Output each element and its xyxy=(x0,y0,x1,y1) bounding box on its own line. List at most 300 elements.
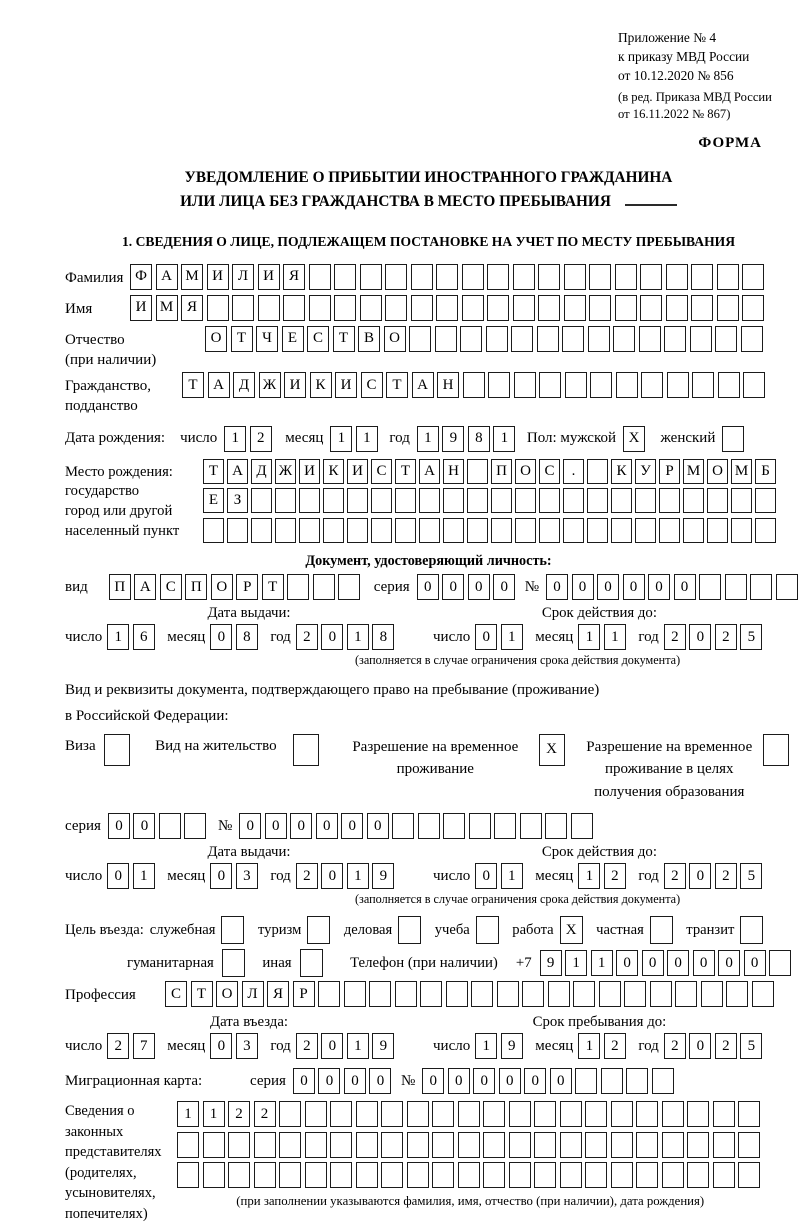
char-box[interactable]: 1 xyxy=(591,950,613,976)
stay-month-boxes[interactable] xyxy=(578,1033,629,1059)
char-box[interactable]: X xyxy=(539,734,565,766)
char-box[interactable] xyxy=(283,295,305,321)
char-box[interactable] xyxy=(701,981,723,1007)
char-box[interactable]: 5 xyxy=(740,624,762,650)
char-box[interactable] xyxy=(309,264,331,290)
doc-kind-boxes[interactable] xyxy=(109,574,364,600)
birth-place-line1-boxes[interactable] xyxy=(203,459,779,484)
char-box[interactable]: Я xyxy=(283,264,305,290)
char-box[interactable] xyxy=(356,1132,378,1158)
char-box[interactable]: 2 xyxy=(604,1033,626,1059)
entry-day-boxes[interactable] xyxy=(107,1033,158,1059)
issue-year-boxes[interactable] xyxy=(296,863,398,889)
char-box[interactable] xyxy=(750,574,772,600)
char-box[interactable]: Т xyxy=(333,326,355,352)
char-box[interactable] xyxy=(560,1162,582,1188)
char-box[interactable]: И xyxy=(284,372,306,398)
char-box[interactable] xyxy=(587,459,608,484)
char-box[interactable]: 1 xyxy=(501,624,523,650)
char-box[interactable] xyxy=(687,1101,709,1127)
char-box[interactable]: С xyxy=(361,372,383,398)
doc-number-boxes[interactable] xyxy=(546,574,801,600)
char-box[interactable] xyxy=(652,1068,674,1094)
char-box[interactable] xyxy=(690,326,712,352)
char-box[interactable]: М xyxy=(683,459,704,484)
char-box[interactable]: Р xyxy=(659,459,680,484)
char-box[interactable] xyxy=(411,264,433,290)
char-box[interactable]: 0 xyxy=(689,1033,711,1059)
char-box[interactable] xyxy=(707,518,728,543)
char-box[interactable]: 0 xyxy=(133,813,155,839)
char-box[interactable] xyxy=(743,372,765,398)
char-box[interactable] xyxy=(514,372,536,398)
char-box[interactable] xyxy=(534,1132,556,1158)
char-box[interactable]: 1 xyxy=(356,426,378,452)
phone-boxes[interactable] xyxy=(540,950,795,976)
char-box[interactable] xyxy=(203,1162,225,1188)
char-box[interactable]: 9 xyxy=(540,950,562,976)
migration-series-boxes[interactable] xyxy=(293,1068,395,1094)
char-box[interactable] xyxy=(564,264,586,290)
char-box[interactable]: Б xyxy=(755,459,776,484)
char-box[interactable]: 2 xyxy=(664,1033,686,1059)
char-box[interactable]: 2 xyxy=(296,624,318,650)
char-box[interactable]: 1 xyxy=(501,863,523,889)
char-box[interactable]: 2 xyxy=(250,426,272,452)
char-box[interactable]: 0 xyxy=(550,1068,572,1094)
char-box[interactable]: 1 xyxy=(493,426,515,452)
char-box[interactable]: Л xyxy=(242,981,264,1007)
char-box[interactable] xyxy=(385,264,407,290)
char-box[interactable] xyxy=(640,295,662,321)
char-box[interactable]: 7 xyxy=(133,1033,155,1059)
char-box[interactable]: 1 xyxy=(604,624,626,650)
char-box[interactable] xyxy=(741,326,763,352)
char-box[interactable] xyxy=(755,518,776,543)
char-box[interactable] xyxy=(563,518,584,543)
char-box[interactable] xyxy=(611,1101,633,1127)
char-box[interactable]: И xyxy=(347,459,368,484)
char-box[interactable]: О xyxy=(384,326,406,352)
char-box[interactable]: 2 xyxy=(715,624,737,650)
char-box[interactable] xyxy=(611,1132,633,1158)
char-box[interactable] xyxy=(334,295,356,321)
char-box[interactable] xyxy=(539,488,560,513)
purpose-tourism-checkbox[interactable] xyxy=(307,916,334,944)
char-box[interactable] xyxy=(639,326,661,352)
char-box[interactable]: 0 xyxy=(623,574,645,600)
char-box[interactable]: 0 xyxy=(597,574,619,600)
char-box[interactable] xyxy=(742,264,764,290)
char-box[interactable] xyxy=(330,1162,352,1188)
char-box[interactable] xyxy=(699,574,721,600)
char-box[interactable]: Р xyxy=(236,574,258,600)
char-box[interactable] xyxy=(254,1162,276,1188)
char-box[interactable] xyxy=(411,295,433,321)
temp-residence-checkbox[interactable] xyxy=(539,734,569,766)
char-box[interactable]: 0 xyxy=(475,624,497,650)
char-box[interactable] xyxy=(534,1162,556,1188)
char-box[interactable] xyxy=(738,1162,760,1188)
char-box[interactable] xyxy=(385,295,407,321)
char-box[interactable]: 3 xyxy=(236,863,258,889)
birth-month-boxes[interactable] xyxy=(330,426,381,452)
char-box[interactable] xyxy=(585,1101,607,1127)
char-box[interactable] xyxy=(509,1132,531,1158)
char-box[interactable] xyxy=(650,981,672,1007)
char-box[interactable] xyxy=(683,518,704,543)
expiry-year-boxes[interactable] xyxy=(664,863,766,889)
birth-day-boxes[interactable] xyxy=(224,426,275,452)
char-box[interactable] xyxy=(476,916,499,944)
char-box[interactable] xyxy=(486,326,508,352)
char-box[interactable] xyxy=(227,518,248,543)
char-box[interactable] xyxy=(318,981,340,1007)
char-box[interactable] xyxy=(731,488,752,513)
char-box[interactable] xyxy=(515,488,536,513)
char-box[interactable] xyxy=(755,488,776,513)
char-box[interactable] xyxy=(443,518,464,543)
char-box[interactable] xyxy=(398,916,421,944)
citizenship-boxes[interactable] xyxy=(182,372,769,398)
char-box[interactable]: 9 xyxy=(372,1033,394,1059)
char-box[interactable] xyxy=(589,264,611,290)
char-box[interactable] xyxy=(488,372,510,398)
char-box[interactable] xyxy=(323,488,344,513)
char-box[interactable] xyxy=(228,1132,250,1158)
char-box[interactable] xyxy=(659,488,680,513)
char-box[interactable] xyxy=(463,372,485,398)
char-box[interactable]: 1 xyxy=(565,950,587,976)
char-box[interactable]: П xyxy=(185,574,207,600)
char-box[interactable] xyxy=(232,295,254,321)
issue-month-boxes[interactable] xyxy=(210,863,261,889)
char-box[interactable] xyxy=(636,1101,658,1127)
char-box[interactable]: П xyxy=(491,459,512,484)
char-box[interactable] xyxy=(662,1101,684,1127)
char-box[interactable]: И xyxy=(258,264,280,290)
char-box[interactable]: 0 xyxy=(616,950,638,976)
char-box[interactable]: 1 xyxy=(224,426,246,452)
char-box[interactable] xyxy=(588,326,610,352)
char-box[interactable]: X xyxy=(560,916,583,944)
char-box[interactable] xyxy=(467,488,488,513)
char-box[interactable] xyxy=(184,813,206,839)
char-box[interactable] xyxy=(613,326,635,352)
char-box[interactable] xyxy=(254,1132,276,1158)
char-box[interactable]: 0 xyxy=(341,813,363,839)
char-box[interactable] xyxy=(381,1132,403,1158)
char-box[interactable] xyxy=(722,426,744,452)
char-box[interactable] xyxy=(307,916,330,944)
char-box[interactable]: Т xyxy=(231,326,253,352)
char-box[interactable]: Ч xyxy=(256,326,278,352)
char-box[interactable] xyxy=(659,518,680,543)
char-box[interactable] xyxy=(587,488,608,513)
char-box[interactable] xyxy=(432,1132,454,1158)
stay-year-boxes[interactable] xyxy=(664,1033,766,1059)
given-name-boxes[interactable] xyxy=(130,295,768,321)
char-box[interactable]: 0 xyxy=(642,950,664,976)
char-box[interactable] xyxy=(407,1101,429,1127)
purpose-transit-checkbox[interactable] xyxy=(740,916,767,944)
char-box[interactable] xyxy=(251,488,272,513)
representatives-line3-boxes[interactable] xyxy=(177,1162,764,1188)
char-box[interactable]: 0 xyxy=(369,1068,391,1094)
char-box[interactable] xyxy=(305,1132,327,1158)
char-box[interactable] xyxy=(279,1101,301,1127)
char-box[interactable]: 2 xyxy=(664,863,686,889)
char-box[interactable] xyxy=(299,488,320,513)
purpose-work-checkbox[interactable] xyxy=(560,916,587,944)
char-box[interactable]: 1 xyxy=(475,1033,497,1059)
expiry-day-boxes[interactable] xyxy=(475,624,526,650)
char-box[interactable]: С xyxy=(539,459,560,484)
char-box[interactable] xyxy=(347,488,368,513)
char-box[interactable] xyxy=(611,518,632,543)
char-box[interactable]: З xyxy=(227,488,248,513)
char-box[interactable] xyxy=(338,574,360,600)
char-box[interactable]: Ж xyxy=(275,459,296,484)
char-box[interactable]: 1 xyxy=(330,426,352,452)
char-box[interactable]: 8 xyxy=(236,624,258,650)
char-box[interactable] xyxy=(585,1162,607,1188)
char-box[interactable] xyxy=(305,1162,327,1188)
char-box[interactable] xyxy=(707,488,728,513)
char-box[interactable] xyxy=(458,1132,480,1158)
char-box[interactable]: К xyxy=(611,459,632,484)
char-box[interactable] xyxy=(432,1101,454,1127)
char-box[interactable] xyxy=(611,1162,633,1188)
char-box[interactable] xyxy=(371,518,392,543)
char-box[interactable]: Т xyxy=(395,459,416,484)
char-box[interactable]: 0 xyxy=(475,863,497,889)
issue-month-boxes[interactable] xyxy=(210,624,261,650)
char-box[interactable] xyxy=(513,295,535,321)
char-box[interactable] xyxy=(667,372,689,398)
char-box[interactable] xyxy=(513,264,535,290)
char-box[interactable] xyxy=(323,518,344,543)
char-box[interactable] xyxy=(360,264,382,290)
char-box[interactable]: 0 xyxy=(108,813,130,839)
char-box[interactable]: О xyxy=(211,574,233,600)
char-box[interactable]: М xyxy=(731,459,752,484)
expiry-month-boxes[interactable] xyxy=(578,624,629,650)
char-box[interactable] xyxy=(356,1162,378,1188)
char-box[interactable]: О xyxy=(216,981,238,1007)
char-box[interactable] xyxy=(418,813,440,839)
char-box[interactable]: С xyxy=(307,326,329,352)
char-box[interactable] xyxy=(515,518,536,543)
char-box[interactable] xyxy=(539,518,560,543)
char-box[interactable] xyxy=(635,518,656,543)
char-box[interactable]: X xyxy=(623,426,645,452)
purpose-business-checkbox[interactable] xyxy=(398,916,425,944)
char-box[interactable]: 0 xyxy=(648,574,670,600)
char-box[interactable] xyxy=(471,981,493,1007)
char-box[interactable] xyxy=(573,981,595,1007)
char-box[interactable]: 0 xyxy=(493,574,515,600)
char-box[interactable] xyxy=(330,1132,352,1158)
char-box[interactable]: А xyxy=(227,459,248,484)
char-box[interactable]: 1 xyxy=(417,426,439,452)
char-box[interactable]: 0 xyxy=(107,863,129,889)
char-box[interactable]: 0 xyxy=(321,624,343,650)
char-box[interactable] xyxy=(725,574,747,600)
char-box[interactable] xyxy=(615,295,637,321)
char-box[interactable] xyxy=(675,981,697,1007)
char-box[interactable]: Е xyxy=(282,326,304,352)
temp-residence-education-checkbox[interactable] xyxy=(763,734,793,766)
char-box[interactable] xyxy=(718,372,740,398)
char-box[interactable] xyxy=(258,295,280,321)
stay-day-boxes[interactable] xyxy=(475,1033,526,1059)
char-box[interactable]: А xyxy=(412,372,434,398)
char-box[interactable] xyxy=(511,326,533,352)
char-box[interactable] xyxy=(601,1068,623,1094)
char-box[interactable] xyxy=(104,734,130,766)
char-box[interactable] xyxy=(565,372,587,398)
char-box[interactable] xyxy=(537,326,559,352)
char-box[interactable] xyxy=(713,1132,735,1158)
char-box[interactable] xyxy=(251,518,272,543)
birth-place-line2-boxes[interactable] xyxy=(203,488,779,513)
char-box[interactable] xyxy=(177,1132,199,1158)
char-box[interactable] xyxy=(687,1162,709,1188)
profession-boxes[interactable] xyxy=(165,981,777,1007)
char-box[interactable] xyxy=(469,813,491,839)
char-box[interactable] xyxy=(713,1162,735,1188)
char-box[interactable] xyxy=(769,950,791,976)
char-box[interactable]: 0 xyxy=(417,574,439,600)
char-box[interactable] xyxy=(228,1162,250,1188)
char-box[interactable]: 1 xyxy=(107,624,129,650)
char-box[interactable] xyxy=(334,264,356,290)
char-box[interactable] xyxy=(616,372,638,398)
char-box[interactable] xyxy=(742,295,764,321)
char-box[interactable] xyxy=(467,518,488,543)
char-box[interactable]: 0 xyxy=(210,863,232,889)
char-box[interactable] xyxy=(313,574,335,600)
char-box[interactable]: Н xyxy=(437,372,459,398)
char-box[interactable]: М xyxy=(156,295,178,321)
char-box[interactable] xyxy=(545,813,567,839)
char-box[interactable] xyxy=(344,981,366,1007)
char-box[interactable]: 5 xyxy=(740,863,762,889)
char-box[interactable] xyxy=(356,1101,378,1127)
char-box[interactable] xyxy=(717,295,739,321)
char-box[interactable]: 2 xyxy=(296,1033,318,1059)
char-box[interactable] xyxy=(599,981,621,1007)
char-box[interactable]: 0 xyxy=(210,624,232,650)
char-box[interactable] xyxy=(491,488,512,513)
char-box[interactable] xyxy=(458,1101,480,1127)
char-box[interactable] xyxy=(641,372,663,398)
char-box[interactable] xyxy=(275,518,296,543)
char-box[interactable]: 1 xyxy=(203,1101,225,1127)
char-box[interactable]: 0 xyxy=(367,813,389,839)
char-box[interactable]: Н xyxy=(443,459,464,484)
char-box[interactable]: Т xyxy=(191,981,213,1007)
char-box[interactable]: 9 xyxy=(501,1033,523,1059)
char-box[interactable]: 2 xyxy=(715,1033,737,1059)
purpose-other-checkbox[interactable] xyxy=(300,949,327,977)
char-box[interactable]: О xyxy=(205,326,227,352)
char-box[interactable] xyxy=(207,295,229,321)
char-box[interactable] xyxy=(407,1162,429,1188)
char-box[interactable] xyxy=(713,1101,735,1127)
char-box[interactable]: 0 xyxy=(318,1068,340,1094)
char-box[interactable]: Т xyxy=(262,574,284,600)
char-box[interactable] xyxy=(650,916,673,944)
char-box[interactable] xyxy=(369,981,391,1007)
char-box[interactable] xyxy=(589,295,611,321)
char-box[interactable] xyxy=(443,813,465,839)
char-box[interactable] xyxy=(275,488,296,513)
birth-year-boxes[interactable] xyxy=(417,426,519,452)
char-box[interactable] xyxy=(615,264,637,290)
char-box[interactable] xyxy=(534,1101,556,1127)
char-box[interactable] xyxy=(538,264,560,290)
char-box[interactable]: С xyxy=(160,574,182,600)
char-box[interactable]: Я xyxy=(267,981,289,1007)
char-box[interactable]: 1 xyxy=(347,1033,369,1059)
char-box[interactable] xyxy=(509,1162,531,1188)
char-box[interactable] xyxy=(221,916,244,944)
char-box[interactable] xyxy=(203,518,224,543)
char-box[interactable]: И xyxy=(130,295,152,321)
char-box[interactable] xyxy=(305,1101,327,1127)
char-box[interactable] xyxy=(279,1132,301,1158)
char-box[interactable] xyxy=(560,1101,582,1127)
char-box[interactable]: 2 xyxy=(715,863,737,889)
char-box[interactable] xyxy=(571,813,593,839)
char-box[interactable]: С xyxy=(165,981,187,1007)
issue-day-boxes[interactable] xyxy=(107,624,158,650)
char-box[interactable] xyxy=(222,949,245,977)
char-box[interactable] xyxy=(776,574,798,600)
char-box[interactable]: 1 xyxy=(578,863,600,889)
char-box[interactable] xyxy=(177,1162,199,1188)
char-box[interactable] xyxy=(494,813,516,839)
char-box[interactable] xyxy=(564,295,586,321)
char-box[interactable]: 0 xyxy=(239,813,261,839)
char-box[interactable] xyxy=(611,488,632,513)
char-box[interactable]: Т xyxy=(182,372,204,398)
surname-boxes[interactable] xyxy=(130,264,768,290)
char-box[interactable]: И xyxy=(207,264,229,290)
char-box[interactable] xyxy=(159,813,181,839)
char-box[interactable]: А xyxy=(134,574,156,600)
char-box[interactable] xyxy=(407,1132,429,1158)
char-box[interactable]: 0 xyxy=(316,813,338,839)
char-box[interactable] xyxy=(347,518,368,543)
char-box[interactable] xyxy=(419,488,440,513)
char-box[interactable]: 8 xyxy=(468,426,490,452)
char-box[interactable]: А xyxy=(208,372,230,398)
char-box[interactable] xyxy=(666,295,688,321)
char-box[interactable] xyxy=(636,1132,658,1158)
char-box[interactable]: 9 xyxy=(442,426,464,452)
char-box[interactable] xyxy=(562,326,584,352)
char-box[interactable] xyxy=(293,734,319,766)
char-box[interactable]: 2 xyxy=(254,1101,276,1127)
char-box[interactable]: 0 xyxy=(524,1068,546,1094)
char-box[interactable]: М xyxy=(181,264,203,290)
char-box[interactable]: К xyxy=(310,372,332,398)
char-box[interactable] xyxy=(409,326,431,352)
char-box[interactable]: А xyxy=(419,459,440,484)
